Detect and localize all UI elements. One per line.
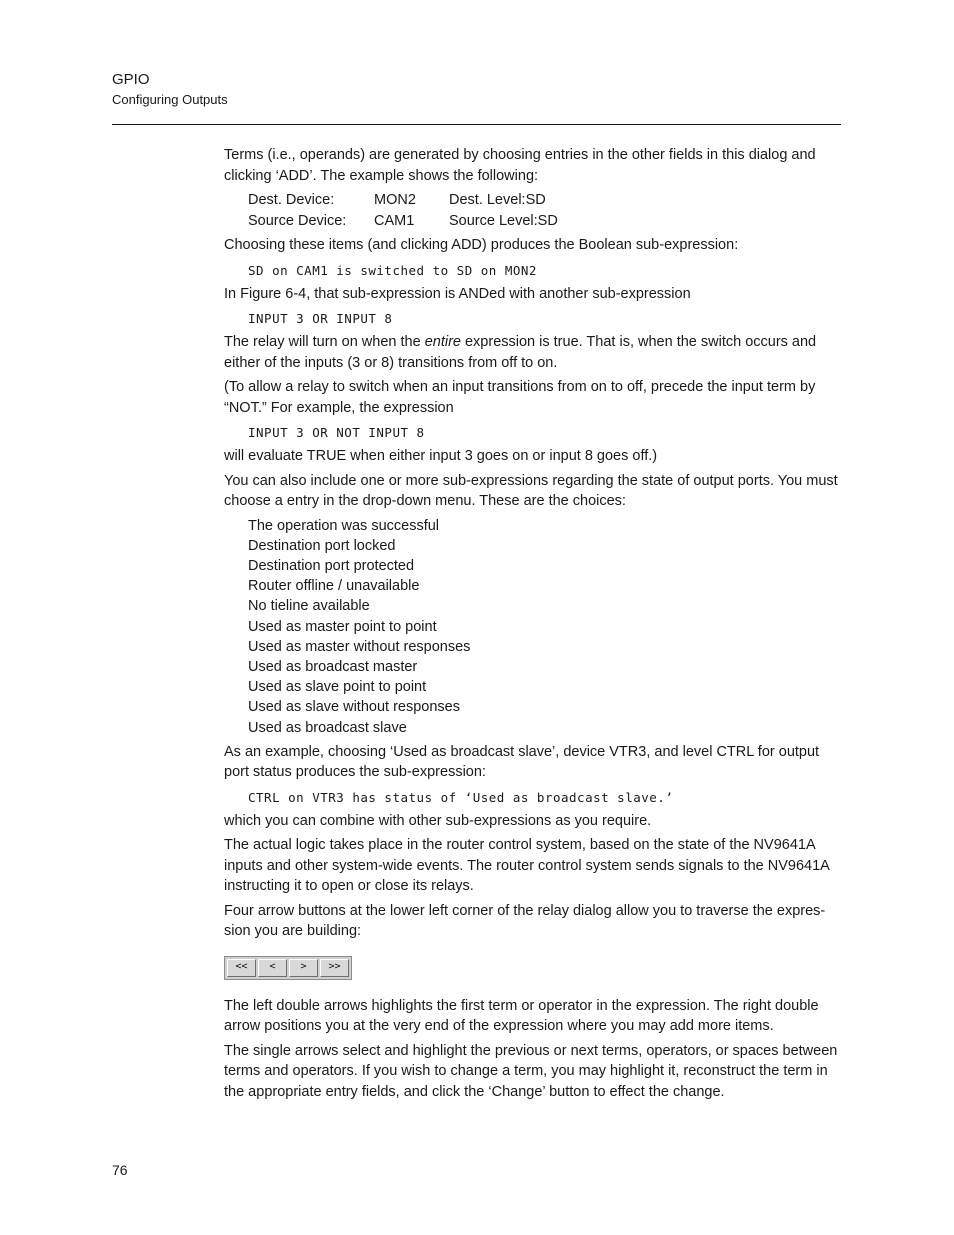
paragraph: The left double arrows highlights the first term or operator in the expression. The right double arrow positions you at the very end of the expression where you may add more items. (224, 997, 819, 1035)
paragraph: Terms (i.e., operands) are generated by choosing entries in the other fields in this dialog and clicking ‘ADD’. The example shows the following: (224, 147, 816, 184)
page-number: 76 (112, 1162, 128, 1178)
table-cell: Dest. Level:SD (449, 192, 546, 208)
code-expression: INPUT 3 OR INPUT 8 (248, 311, 393, 326)
list-item: The operation was successful (248, 517, 440, 534)
list-item: Used as slave point to point (248, 679, 427, 696)
previous-term-button[interactable]: < (258, 959, 287, 977)
last-term-button[interactable]: >> (320, 959, 349, 977)
table-cell: Source Level:SD (449, 212, 558, 229)
list-item: Router offline / unavailable (248, 578, 420, 595)
paragraph: (To allow a relay to switch when an input transitions from on to off, precede the input term by “NOT.” For example, the expression (224, 379, 816, 416)
choices-list (224, 516, 844, 738)
arrow-button-bar (224, 956, 352, 980)
first-term-button[interactable]: << (227, 959, 256, 977)
text-span: The relay will turn on when the (224, 334, 425, 350)
table-row (248, 190, 558, 211)
code-expression: SD on CAM1 is switched to SD on MON2 (248, 262, 537, 278)
list-item: No tieline available (248, 598, 370, 615)
list-item: Used as broadcast master (248, 658, 418, 675)
section-title: GPIO (112, 71, 150, 88)
paragraph: You can also include one or more sub-expressions regarding the state of output ports. You must choose a entry in the drop-down menu. These are the choices: (224, 472, 838, 509)
paragraph: which you can combine with other sub-expressions as you require. (224, 812, 652, 829)
list-item: Used as master point to point (248, 618, 437, 635)
paragraph: Four arrow buttons at the lower left corner of the relay dialog allow you to traverse the expres-sion you are building: (224, 902, 826, 940)
text-span: expression is true. That is, when the switch occurs and either of the inputs (3 or 8) transitions from off to on. (224, 334, 817, 371)
body-content (224, 145, 844, 1106)
code-expression: INPUT 3 OR NOT INPUT 8 (248, 425, 425, 440)
list-item: Used as master without responses (248, 638, 471, 655)
code-expression: CTRL on VTR3 has status of ‘Used as broadcast slave.’ (248, 789, 674, 805)
header-divider (112, 124, 841, 125)
emphasis-text: entire (424, 334, 461, 350)
table-cell: Dest. Device: (248, 192, 335, 208)
table-cell: Source Device: (248, 212, 347, 229)
subsection-title: Configuring Outputs (112, 92, 228, 107)
paragraph: In Figure 6-4, that sub-expression is ANDed with another sub-expression (224, 285, 691, 302)
paragraph: will evaluate TRUE when either input 3 goes on or input 8 goes off.) (224, 448, 658, 464)
table-cell: CAM1 (374, 212, 415, 229)
paragraph (224, 332, 844, 373)
table-row (248, 211, 558, 232)
next-term-button[interactable]: > (289, 959, 318, 977)
list-item: Used as broadcast slave (248, 719, 407, 736)
paragraph: Choosing these items (and clicking ADD) produces the Boolean sub-expression: (224, 237, 739, 253)
list-item: Destination port locked (248, 537, 396, 554)
paragraph: The actual logic takes place in the router control system, based on the state of the NV9641A inputs and other system-wide events. The router control system sends signals to the NV9641A instructing it to open or close its relays. (224, 837, 830, 895)
example-table (248, 190, 558, 231)
paragraph: The single arrows select and highlight the previous or next terms, operators, or spaces between terms and operators. If you wish to change a term, you may highlight it, reconstruct the term in the appropriate entry fields, and click the ‘Change’ button to effect the change. (224, 1042, 838, 1100)
list-item: Destination port protected (248, 557, 415, 574)
list-item: Used as slave without responses (248, 699, 460, 716)
table-cell: MON2 (374, 192, 416, 208)
paragraph: As an example, choosing ‘Used as broadcast slave’, device VTR3, and level CTRL for output port status produces the sub-expression: (224, 743, 820, 781)
